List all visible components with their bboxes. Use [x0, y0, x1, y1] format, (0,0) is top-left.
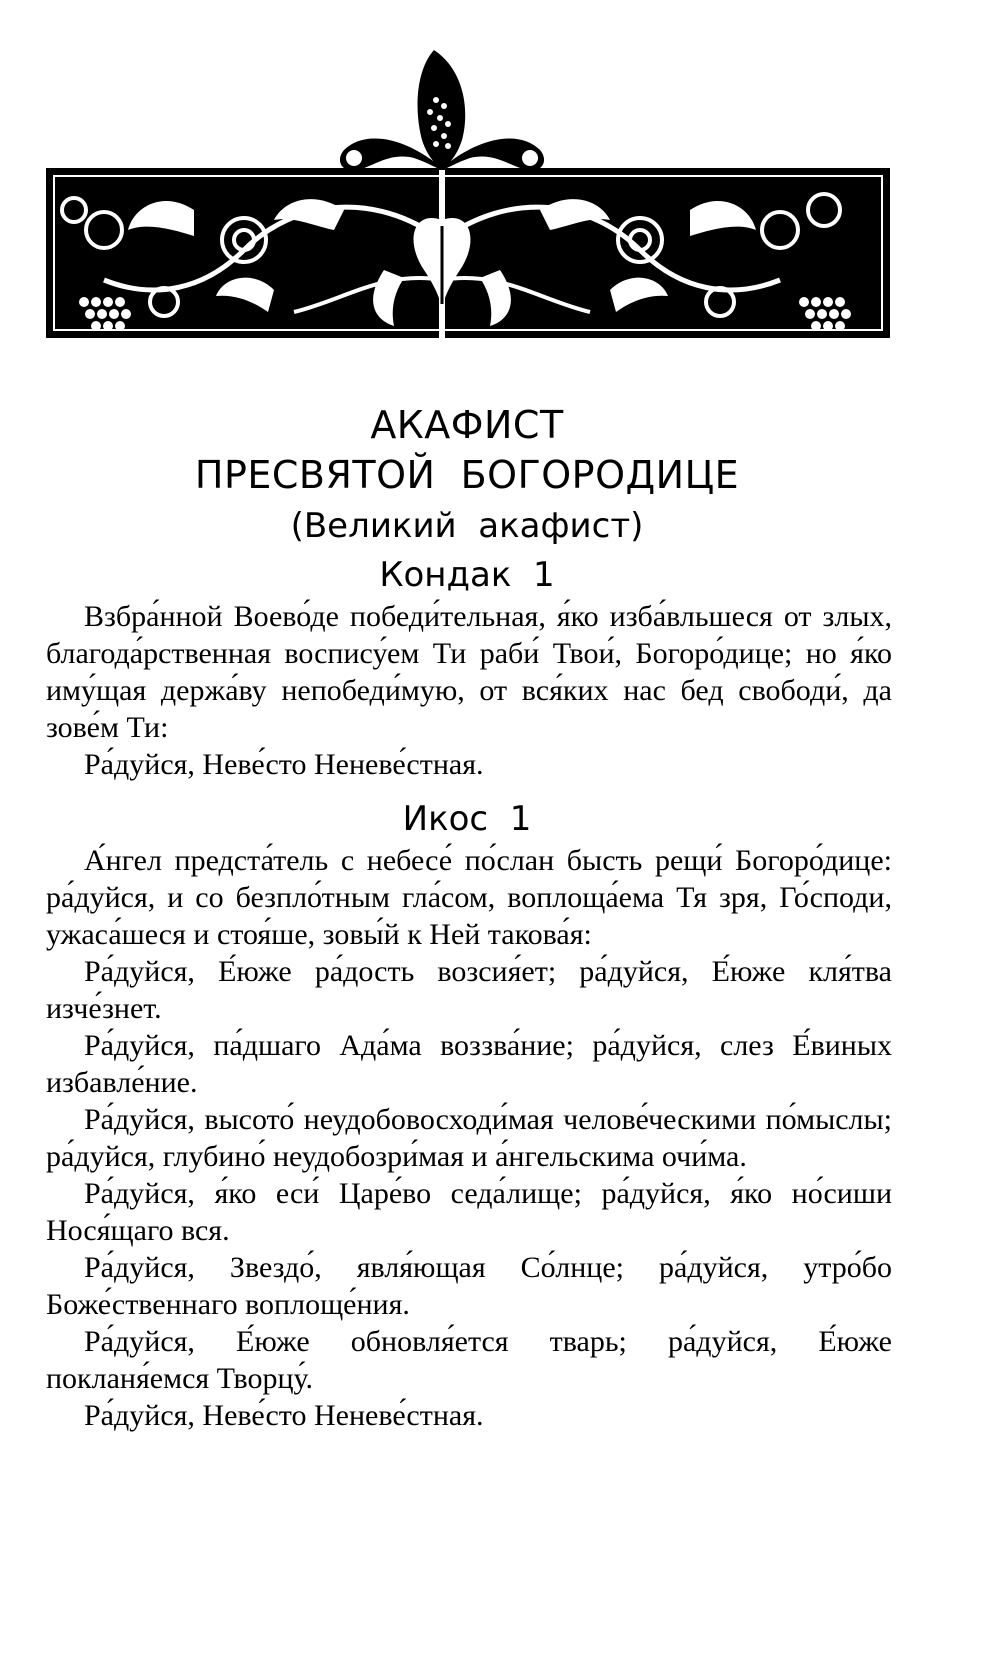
kondak-refrain: Ра́дуйся, Неве́сто Неневе́стная. — [84, 748, 484, 781]
ikos-paragraph: Ра́дуйся, Звездо́, явля́ющая Со́лнце; ра́дуйся, утро́бо Боже́ственнаго воплоще́ния. — [46, 1251, 892, 1321]
ikos-paragraph: Ра́дуйся, Е́юже ра́дость возсия́ет; ра́дуйся, Е́юже кля́тва изче́знет. — [46, 955, 892, 1025]
ikos-paragraph: Ра́дуйся, высото́ неудобовосходи́мая челове́ческими по́мыслы; ра́дуйся, глубино́ неудобозри́мая и а́нгельскима очи́ма. — [46, 1103, 892, 1173]
ikos-paragraph: Ра́дуйся, Е́юже обновля́ется тварь; ра́дуйся, Е́юже покланя́емся Творцу́. — [46, 1325, 892, 1395]
title-line-2: ПРЕСВЯТОЙ БОГОРОДИЦЕ — [194, 453, 740, 497]
ikos-paragraph: А́нгел предста́тель с небесе́ по́слан бысть рещи́ Богоро́дице: ра́дуйся, и со безпло́тным гла́сом, воплоща́ема Тя зря, Го́споди, ужаса́шеся и стоя́ше, зовы́й к Ней такова́я: — [46, 844, 892, 951]
title-block — [0, 400, 934, 552]
ikos-heading: Икос 1 — [402, 799, 532, 839]
ornament-header-icon — [44, 40, 892, 360]
ikos-refrain: Ра́дуйся, Неве́сто Неневе́стная. — [84, 1399, 484, 1432]
kondak-heading: Кондак 1 — [379, 555, 555, 595]
ikos-text — [46, 842, 892, 1434]
subtitle: (Великий акафист) — [290, 506, 644, 546]
ikos-paragraph: Ра́дуйся, я́ко еси́ Царе́во седа́лище; ра́дуйся, я́ко но́сиши Нося́щаго вся. — [46, 1177, 892, 1247]
ikos-paragraph: Ра́дуйся, па́дшаго Ада́ма воззва́ние; ра́дуйся, слез Е́виных избавле́ние. — [46, 1029, 892, 1099]
kondak-paragraph: Взбра́нной Воево́де победи́тельная, я́ко изба́вльшеся от злых, благода́рственная воспису́ем Ти раби́ Твои́, Богоро́дице; но я́ко иму́щая держа́ву непобеди́мую, от вся́ких нас бед свободи́, да зове́м Ти: — [46, 600, 892, 744]
kondak-text — [46, 598, 892, 783]
title-line-1: АКАФИСТ — [370, 403, 564, 447]
